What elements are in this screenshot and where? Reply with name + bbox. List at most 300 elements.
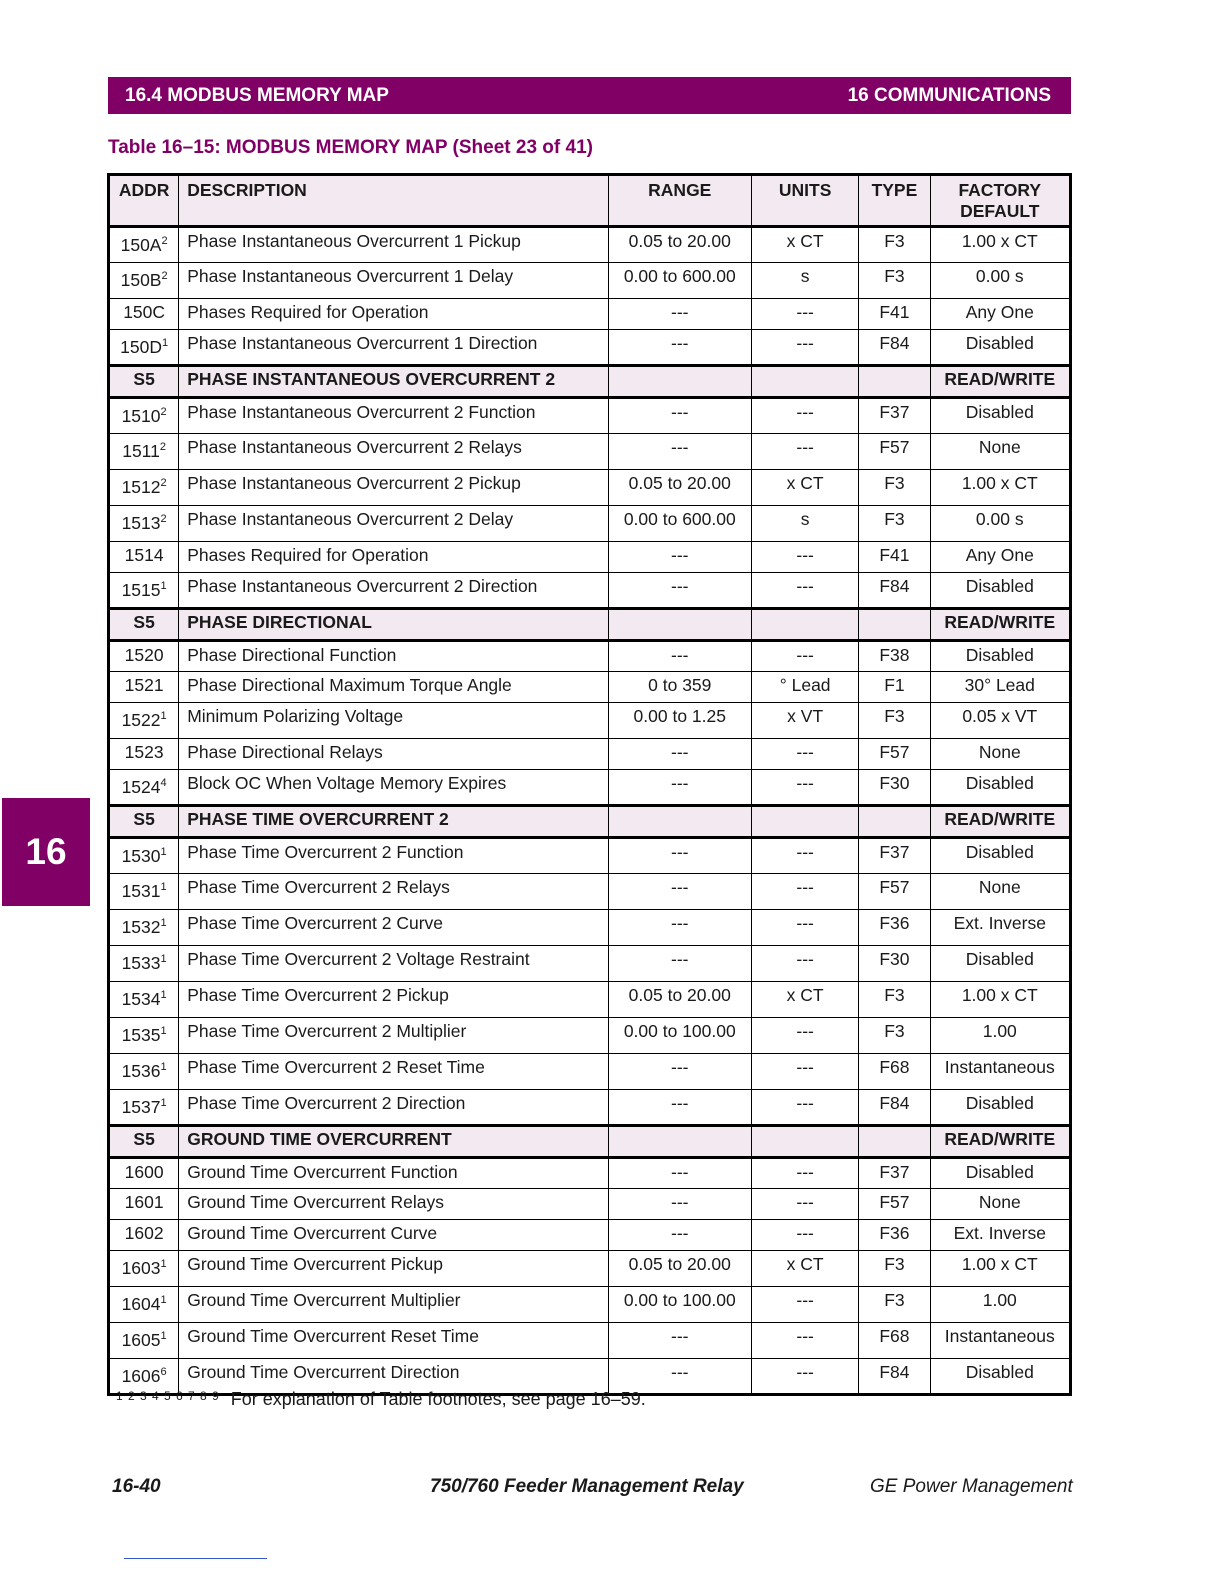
cell-type: F3 — [859, 227, 930, 263]
cell-addr — [109, 770, 179, 806]
cell-type: F57 — [859, 1189, 930, 1220]
cell-type: F41 — [859, 542, 930, 573]
cell-range: 0.05 to 20.00 — [608, 1251, 751, 1287]
footnote-ref: 2 — [159, 441, 166, 453]
cell-description: Phase Instantaneous Overcurrent 2 Function — [179, 398, 608, 434]
table-row — [109, 1287, 1071, 1323]
cell-addr — [109, 1323, 179, 1359]
cell-addr — [109, 641, 179, 672]
addr-value: 1521 — [124, 675, 164, 695]
cell-type: F30 — [859, 946, 930, 982]
chapter-title: 16 COMMUNICATIONS — [847, 84, 1051, 106]
footnote-ref: 2 — [160, 513, 167, 525]
cell-type: F68 — [859, 1054, 930, 1090]
cell-addr — [109, 398, 179, 434]
section-blank-range — [608, 1126, 751, 1158]
header-bar — [108, 77, 1071, 114]
section-access: READ/WRITE — [930, 609, 1070, 641]
cell-range: 0 to 359 — [608, 672, 751, 703]
cell-range: 0.00 to 100.00 — [608, 1287, 751, 1323]
cell-default: Disabled — [930, 1359, 1070, 1395]
modbus-memory-map-table — [107, 173, 1072, 1396]
table-row — [109, 1054, 1071, 1090]
cell-type: F3 — [859, 506, 930, 542]
section-blank-type — [859, 806, 930, 838]
cell-description: Phase Instantaneous Overcurrent 2 Delay — [179, 506, 608, 542]
addr-value: 1534 — [121, 989, 161, 1009]
cell-addr — [109, 470, 179, 506]
section-blank-range — [608, 366, 751, 398]
addr-value: 150D — [120, 337, 162, 357]
cell-units: x VT — [751, 703, 858, 739]
cell-type: F38 — [859, 641, 930, 672]
footnote-ref: 1 — [160, 1025, 167, 1037]
addr-value: 1510 — [121, 406, 161, 426]
table-row — [109, 470, 1071, 506]
table-row — [109, 739, 1071, 770]
cell-default: Disabled — [930, 1158, 1070, 1189]
cell-addr — [109, 227, 179, 263]
table-row — [109, 838, 1071, 874]
cell-units: x CT — [751, 1251, 858, 1287]
cell-default: Disabled — [930, 1090, 1070, 1126]
addr-value: 1602 — [124, 1223, 164, 1243]
addr-value: 1512 — [121, 477, 161, 497]
cell-units: --- — [751, 838, 858, 874]
cell-description: Phases Required for Operation — [179, 299, 608, 330]
cell-units: x CT — [751, 982, 858, 1018]
section-blank-type — [859, 609, 930, 641]
cell-addr — [109, 982, 179, 1018]
section-title: GROUND TIME OVERCURRENT — [179, 1126, 608, 1158]
cell-addr — [109, 263, 179, 299]
table-row — [109, 398, 1071, 434]
cell-default: Ext. Inverse — [930, 910, 1070, 946]
footnote-ref: 1 — [160, 953, 167, 965]
cell-default: Disabled — [930, 770, 1070, 806]
cell-type: F3 — [859, 703, 930, 739]
cell-default: Any One — [930, 542, 1070, 573]
cell-default: 1.00 x CT — [930, 1251, 1070, 1287]
footnote-ref: 1 — [160, 881, 167, 893]
cell-description: Phase Time Overcurrent 2 Multiplier — [179, 1018, 608, 1054]
cell-default: None — [930, 1189, 1070, 1220]
table-row — [109, 434, 1071, 470]
cell-range: --- — [608, 434, 751, 470]
footnote-ref: 4 — [160, 777, 167, 789]
cell-default: Ext. Inverse — [930, 1220, 1070, 1251]
addr-value: 1515 — [121, 580, 161, 600]
cell-default: 1.00 — [930, 1018, 1070, 1054]
cell-addr — [109, 1158, 179, 1189]
table-row — [109, 1251, 1071, 1287]
cell-description: Phase Time Overcurrent 2 Function — [179, 838, 608, 874]
cell-default: Instantaneous — [930, 1054, 1070, 1090]
cell-description: Phase Directional Maximum Torque Angle — [179, 672, 608, 703]
section-access: READ/WRITE — [930, 1126, 1070, 1158]
addr-value: 1523 — [124, 742, 164, 762]
cell-addr — [109, 1018, 179, 1054]
cell-units: --- — [751, 434, 858, 470]
cell-addr — [109, 1189, 179, 1220]
cell-addr — [109, 434, 179, 470]
cell-range: --- — [608, 838, 751, 874]
footnote-ref: 1 — [160, 580, 167, 592]
table-row — [109, 330, 1071, 366]
addr-value: 1511 — [122, 441, 160, 461]
addr-value: 1522 — [121, 710, 161, 730]
cell-units: s — [751, 506, 858, 542]
addr-value: 1535 — [121, 1025, 161, 1045]
footnote-ref: 1 — [160, 1258, 167, 1270]
addr-value: 1513 — [121, 513, 161, 533]
addr-value: 1536 — [121, 1061, 161, 1081]
cell-range: --- — [608, 330, 751, 366]
cell-units: --- — [751, 874, 858, 910]
section-title: 16.4 MODBUS MEMORY MAP — [125, 84, 389, 106]
cell-units: --- — [751, 573, 858, 609]
section-blank-range — [608, 806, 751, 838]
page-number: 16-40 — [112, 1476, 161, 1497]
cell-addr — [109, 506, 179, 542]
cell-default: 1.00 x CT — [930, 470, 1070, 506]
cell-range: 0.00 to 1.25 — [608, 703, 751, 739]
cell-type: F84 — [859, 330, 930, 366]
addr-value: 1530 — [121, 846, 161, 866]
col-description: DESCRIPTION — [179, 175, 608, 227]
cell-type: F36 — [859, 1220, 930, 1251]
footnote-ref: 1 — [160, 917, 167, 929]
footnote-ref: 2 — [160, 406, 167, 418]
footnote-ref: 1 — [160, 1330, 167, 1342]
cell-addr — [109, 946, 179, 982]
cell-default: 0.00 s — [930, 263, 1070, 299]
cell-description: Minimum Polarizing Voltage — [179, 703, 608, 739]
cell-units: --- — [751, 299, 858, 330]
cell-description: Ground Time Overcurrent Pickup — [179, 1251, 608, 1287]
section-blank-units — [751, 366, 858, 398]
cell-addr — [109, 703, 179, 739]
cell-description: Phase Time Overcurrent 2 Voltage Restraint — [179, 946, 608, 982]
cell-units: --- — [751, 330, 858, 366]
cell-default: Any One — [930, 299, 1070, 330]
section-row — [109, 609, 1071, 641]
section-row — [109, 806, 1071, 838]
table-row — [109, 263, 1071, 299]
cell-units: --- — [751, 1323, 858, 1359]
cell-units: --- — [751, 641, 858, 672]
footnote-text: For explanation of Table footnotes, see page 16–59. — [230, 1389, 646, 1409]
cell-type: F3 — [859, 1251, 930, 1287]
section-title: PHASE TIME OVERCURRENT 2 — [179, 806, 608, 838]
cell-range: 0.05 to 20.00 — [608, 982, 751, 1018]
cell-description: Phase Time Overcurrent 2 Direction — [179, 1090, 608, 1126]
cell-addr — [109, 1220, 179, 1251]
cell-default: 30° Lead — [930, 672, 1070, 703]
company-name: GE Power Management — [870, 1476, 1073, 1497]
table-row — [109, 672, 1071, 703]
footnote-ref: 1 — [160, 846, 167, 858]
cell-range: 0.05 to 20.00 — [608, 470, 751, 506]
section-title: PHASE INSTANTANEOUS OVERCURRENT 2 — [179, 366, 608, 398]
section-blank-units — [751, 609, 858, 641]
table-row — [109, 1189, 1071, 1220]
cell-addr — [109, 1287, 179, 1323]
cell-type: F36 — [859, 910, 930, 946]
cell-type: F3 — [859, 982, 930, 1018]
addr-value: 1601 — [124, 1192, 164, 1212]
footnote-ref: 2 — [161, 270, 168, 282]
cell-type: F57 — [859, 739, 930, 770]
cell-units: s — [751, 263, 858, 299]
table-row — [109, 227, 1071, 263]
cell-type: F1 — [859, 672, 930, 703]
cell-addr — [109, 672, 179, 703]
footnote-ref: 1 — [160, 710, 167, 722]
cell-description: Ground Time Overcurrent Relays — [179, 1189, 608, 1220]
chapter-side-tab: 16 — [2, 798, 90, 906]
table-header-row — [109, 175, 1071, 227]
cell-range: --- — [608, 946, 751, 982]
section-blank-units — [751, 806, 858, 838]
cell-description: Phase Time Overcurrent 2 Relays — [179, 874, 608, 910]
cell-default: Instantaneous — [930, 1323, 1070, 1359]
table-row — [109, 641, 1071, 672]
addr-value: 1600 — [124, 1162, 164, 1182]
cell-addr — [109, 1090, 179, 1126]
cell-default: Disabled — [930, 641, 1070, 672]
col-units: UNITS — [751, 175, 858, 227]
col-default: FACTORY DEFAULT — [930, 175, 1070, 227]
col-range: RANGE — [608, 175, 751, 227]
cell-addr — [109, 330, 179, 366]
cell-type: F37 — [859, 838, 930, 874]
cell-range: --- — [608, 542, 751, 573]
cell-default: Disabled — [930, 838, 1070, 874]
cell-range: --- — [608, 1054, 751, 1090]
cell-description: Ground Time Overcurrent Reset Time — [179, 1323, 608, 1359]
section-blank-type — [859, 366, 930, 398]
footnote-ref: 1 — [161, 337, 169, 349]
cell-units: x CT — [751, 470, 858, 506]
addr-value: 1524 — [121, 777, 161, 797]
section-access: READ/WRITE — [930, 806, 1070, 838]
cell-type: F3 — [859, 1018, 930, 1054]
table-row — [109, 1158, 1071, 1189]
cell-default: Disabled — [930, 573, 1070, 609]
footnote-ref: 2 — [161, 235, 168, 247]
cell-range: --- — [608, 1359, 751, 1395]
footnote-ref: 6 — [160, 1366, 167, 1378]
cell-description: Phase Instantaneous Overcurrent 2 Pickup — [179, 470, 608, 506]
cell-default: None — [930, 739, 1070, 770]
cell-range: --- — [608, 641, 751, 672]
cell-default: Disabled — [930, 330, 1070, 366]
col-addr: ADDR — [109, 175, 179, 227]
cell-units: --- — [751, 910, 858, 946]
addr-value: 150B — [120, 270, 162, 290]
table-row — [109, 1090, 1071, 1126]
cell-addr — [109, 299, 179, 330]
cell-range: --- — [608, 1323, 751, 1359]
addr-value: 150A — [120, 235, 162, 255]
footnote-ref: 1 — [160, 1294, 167, 1306]
footnote-ref: 1 — [160, 1061, 167, 1073]
addr-value: 1605 — [121, 1330, 161, 1350]
addr-value: 1520 — [124, 645, 164, 665]
cell-addr — [109, 739, 179, 770]
cell-default: 1.00 — [930, 1287, 1070, 1323]
cell-units: --- — [751, 946, 858, 982]
cell-description: Phase Instantaneous Overcurrent 2 Direction — [179, 573, 608, 609]
cell-type: F37 — [859, 398, 930, 434]
cell-range: --- — [608, 910, 751, 946]
cell-description: Ground Time Overcurrent Multiplier — [179, 1287, 608, 1323]
product-name: 750/760 Feeder Management Relay — [430, 1476, 744, 1497]
footnote-ref: 2 — [160, 477, 167, 489]
table-row — [109, 982, 1071, 1018]
table-row — [109, 1018, 1071, 1054]
cell-addr — [109, 1251, 179, 1287]
section-blank-range — [608, 609, 751, 641]
cell-range: --- — [608, 874, 751, 910]
table-row — [109, 770, 1071, 806]
cell-default: Disabled — [930, 398, 1070, 434]
addr-value: 1514 — [124, 545, 164, 565]
cell-addr — [109, 573, 179, 609]
cell-type: F84 — [859, 573, 930, 609]
cell-description: Phase Directional Relays — [179, 739, 608, 770]
table-body — [109, 227, 1071, 1395]
cell-description: Ground Time Overcurrent Function — [179, 1158, 608, 1189]
cell-range: 0.00 to 100.00 — [608, 1018, 751, 1054]
cell-addr — [109, 838, 179, 874]
cell-units: --- — [751, 739, 858, 770]
addr-value: 1531 — [121, 881, 161, 901]
cell-type: F57 — [859, 434, 930, 470]
cell-range: --- — [608, 739, 751, 770]
cell-type: F84 — [859, 1359, 930, 1395]
cell-units: --- — [751, 1018, 858, 1054]
cell-type: F30 — [859, 770, 930, 806]
cell-units: --- — [751, 1220, 858, 1251]
cell-type: F3 — [859, 470, 930, 506]
cell-range: --- — [608, 770, 751, 806]
cell-description: Phases Required for Operation — [179, 542, 608, 573]
cell-range: 0.05 to 20.00 — [608, 227, 751, 263]
cell-description: Block OC When Voltage Memory Expires — [179, 770, 608, 806]
cell-units: x CT — [751, 227, 858, 263]
cell-addr — [109, 874, 179, 910]
cell-description: Phase Time Overcurrent 2 Reset Time — [179, 1054, 608, 1090]
section-code: S5 — [109, 609, 179, 641]
cell-range: 0.00 to 600.00 — [608, 263, 751, 299]
cell-default: 0.05 x VT — [930, 703, 1070, 739]
section-code: S5 — [109, 1126, 179, 1158]
table-row — [109, 1220, 1071, 1251]
cell-default: 0.00 s — [930, 506, 1070, 542]
cell-units: --- — [751, 1054, 858, 1090]
cell-units: --- — [751, 542, 858, 573]
cell-units: --- — [751, 1158, 858, 1189]
cell-type: F41 — [859, 299, 930, 330]
cell-units: --- — [751, 398, 858, 434]
footnote — [116, 1389, 646, 1410]
cell-description: Ground Time Overcurrent Direction — [179, 1359, 608, 1395]
cell-type: F3 — [859, 263, 930, 299]
cell-range: --- — [608, 1220, 751, 1251]
cell-range: 0.00 to 600.00 — [608, 506, 751, 542]
cell-type: F57 — [859, 874, 930, 910]
cell-units: ° Lead — [751, 672, 858, 703]
cell-units: --- — [751, 770, 858, 806]
cell-description: Ground Time Overcurrent Curve — [179, 1220, 608, 1251]
table-row — [109, 573, 1071, 609]
cell-description: Phase Instantaneous Overcurrent 1 Delay — [179, 263, 608, 299]
footnote-numbers: 1 2 3 4 5 6 7 8 9 — [116, 1389, 220, 1403]
cell-description: Phase Directional Function — [179, 641, 608, 672]
cell-default: None — [930, 874, 1070, 910]
table-row — [109, 1323, 1071, 1359]
addr-value: 1533 — [121, 953, 161, 973]
addr-value: 1604 — [121, 1294, 161, 1314]
section-access: READ/WRITE — [930, 366, 1070, 398]
footnote-ref: 1 — [160, 989, 167, 1001]
addr-value: 1603 — [121, 1258, 161, 1278]
addr-value: 150C — [123, 302, 166, 322]
addr-value: 1532 — [121, 917, 161, 937]
section-row — [109, 366, 1071, 398]
cell-description: Phase Time Overcurrent 2 Curve — [179, 910, 608, 946]
cell-default: None — [930, 434, 1070, 470]
addr-value: 1606 — [121, 1366, 161, 1386]
table-row — [109, 910, 1071, 946]
addr-value: 1537 — [121, 1097, 161, 1117]
footnote-ref: 1 — [160, 1097, 167, 1109]
table-row — [109, 703, 1071, 739]
section-blank-type — [859, 1126, 930, 1158]
table-row — [109, 299, 1071, 330]
cell-range: --- — [608, 573, 751, 609]
cell-range: --- — [608, 1189, 751, 1220]
cell-description: Phase Time Overcurrent 2 Pickup — [179, 982, 608, 1018]
cell-type: F84 — [859, 1090, 930, 1126]
cell-type: F3 — [859, 1287, 930, 1323]
cell-default: Disabled — [930, 946, 1070, 982]
cell-addr — [109, 910, 179, 946]
col-type: TYPE — [859, 175, 930, 227]
cell-units: --- — [751, 1359, 858, 1395]
section-code: S5 — [109, 366, 179, 398]
section-blank-units — [751, 1126, 858, 1158]
cell-type: F68 — [859, 1323, 930, 1359]
cell-default: 1.00 x CT — [930, 227, 1070, 263]
cell-units: --- — [751, 1090, 858, 1126]
cell-range: --- — [608, 299, 751, 330]
table-row — [109, 542, 1071, 573]
cell-addr — [109, 542, 179, 573]
section-row — [109, 1126, 1071, 1158]
cell-range: --- — [608, 1090, 751, 1126]
cell-addr — [109, 1054, 179, 1090]
section-code: S5 — [109, 806, 179, 838]
cell-range: --- — [608, 398, 751, 434]
section-title: PHASE DIRECTIONAL — [179, 609, 608, 641]
table-row — [109, 874, 1071, 910]
table-row — [109, 946, 1071, 982]
cell-description: Phase Instantaneous Overcurrent 2 Relays — [179, 434, 608, 470]
bottom-rule — [124, 1558, 267, 1559]
